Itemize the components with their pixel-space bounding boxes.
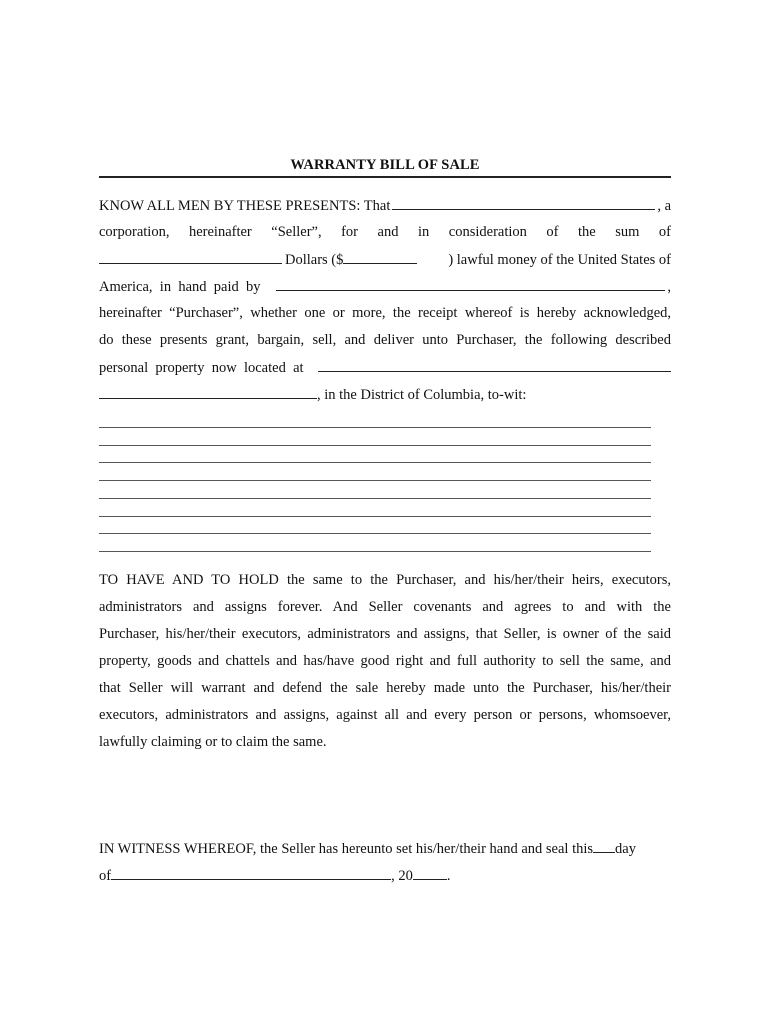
property-description-line[interactable] (99, 480, 651, 481)
witness-line-2: of , 20 . (99, 865, 671, 885)
habendum-line: that Seller will warrant and defend the sale hereby made unto the Purchaser, his/her/their (99, 680, 671, 696)
intro-line-7: personal property now located at (99, 357, 671, 377)
habendum-line: TO HAVE AND TO HOLD the same to the Purchaser, and his/her/their heirs, executors, (99, 572, 671, 588)
intro-line-8: , in the District of Columbia, to-wit: (99, 384, 671, 404)
document-title: WARRANTY BILL OF SALE (290, 157, 480, 173)
purchaser-name-blank[interactable] (276, 276, 665, 291)
location-continued-blank[interactable] (99, 384, 317, 399)
month-blank[interactable] (111, 865, 391, 880)
intro-line-5: hereinafter “Purchaser”, whether one or more, the receipt whereof is hereby acknowledged, (99, 305, 671, 321)
year-blank[interactable] (413, 865, 447, 880)
intro-line-4: America, in hand paid by , (99, 276, 671, 296)
property-description-line[interactable] (99, 462, 651, 463)
property-description-line[interactable] (99, 533, 651, 534)
intro-line-2: corporation, hereinafter “Seller”, for and in consideration of the sum of (99, 224, 671, 240)
location-blank[interactable] (318, 357, 671, 372)
habendum-line: executors, administrators and assigns, against all and every person or persons, whomsoever, (99, 707, 671, 723)
witness-line-1: IN WITNESS WHEREOF, the Seller has hereunto set his/her/their hand and seal this day (99, 838, 671, 858)
habendum-line: property, goods and chattels and has/have good right and full authority to sell the same, and (99, 653, 671, 669)
title-underline (99, 176, 671, 178)
intro-line-1: KNOW ALL MEN BY THESE PRESENTS: That , a (99, 195, 671, 215)
habendum-line: lawfully claiming or to claim the same. (99, 734, 327, 750)
habendum-line: administrators and assigns forever. And Seller covenants and agrees to and with the (99, 599, 671, 615)
property-description-line[interactable] (99, 427, 651, 428)
habendum-line: Purchaser, his/her/their executors, administrators and assigns, that Seller, is owner of the said (99, 626, 671, 642)
intro-line-6: do these presents grant, bargain, sell, and deliver unto Purchaser, the following described (99, 332, 671, 348)
day-blank[interactable] (593, 838, 615, 853)
property-description-line[interactable] (99, 516, 651, 517)
amount-number-blank[interactable] (343, 249, 417, 264)
seller-name-blank[interactable] (392, 195, 655, 210)
property-description-line[interactable] (99, 445, 651, 446)
amount-words-blank[interactable] (99, 249, 282, 264)
property-description-line[interactable] (99, 551, 651, 552)
intro-line-3: Dollars ($ ) lawful money of the United States of (99, 249, 671, 269)
property-description-line[interactable] (99, 498, 651, 499)
